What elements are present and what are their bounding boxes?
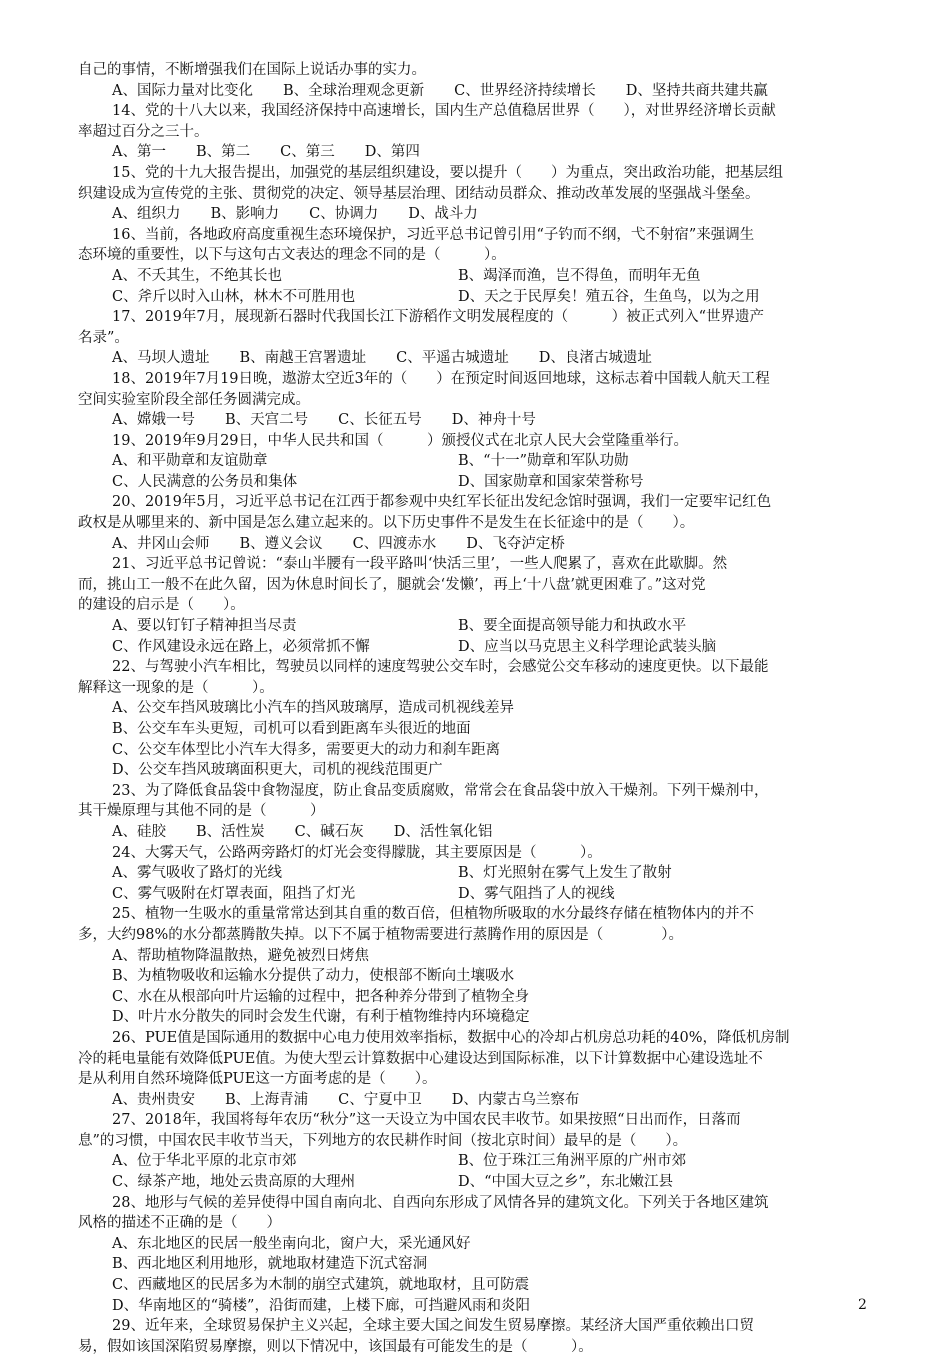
answer-option: D、雾气阻挡了人的视线: [458, 885, 615, 902]
answer-options-row: [78, 1151, 860, 1172]
answer-option: B、全球治理观念更新: [282, 82, 425, 99]
answer-option: D、华南地区的“骑楼”，沿街而建，上楼下廊，可挡避风雨和炎阳: [112, 1297, 530, 1314]
answer-option: D、飞夺泸定桥: [466, 535, 565, 552]
answer-option: A、和平勋章和友谊勋章: [112, 453, 268, 470]
answer-options-row: [78, 410, 860, 431]
answer-options-row: [78, 637, 860, 658]
answer-option: B、竭泽而渔，岂不得鱼，而明年无鱼: [458, 267, 701, 284]
question-text-continued: 织建设成为宣传党的主张、贯彻党的决定、领导基层治理、团结动员群众、推动改革发展的坚强战斗堡垒。: [78, 185, 760, 202]
answer-option: B、天宫二号: [224, 412, 309, 429]
answer-option: D、国家勋章和国家荣誉称号: [458, 473, 644, 490]
answer-option: A、嫦娥一号: [112, 412, 195, 429]
answer-option: B、“十一”勋章和军队功勋: [458, 453, 629, 470]
question-stem: 25、植物一生吸水的重量常常达到其自重的数百倍，但植物所吸取的水分最终存储在植物体内的并不: [112, 906, 754, 923]
answer-option: B、为植物吸收和运输水分提供了动力，使根部不断向土壤吸水: [112, 968, 515, 985]
answer-option: B、要全面提高领导能力和执政水平: [458, 618, 687, 635]
answer-option: A、井冈山会师: [112, 535, 210, 552]
question-text-continued: 政权是从哪里来的、新中国是怎么建立起来的。以下历史事件不是发生在长征途中的是（ ）。: [78, 515, 695, 532]
answer-options-row: [78, 266, 860, 287]
answer-options-row: [78, 451, 860, 472]
answer-options-row: [78, 348, 860, 369]
answer-option: C、雾气吸附在灯罩表面，阻挡了灯光: [112, 885, 356, 902]
question-stem: 27、2018年，我国将每年农历“秋分”这一天设立为中国农民丰收节。如果按照“日出而作，日落而: [112, 1112, 741, 1129]
answer-option: D、良渚古城遗址: [538, 350, 652, 367]
answer-option: A、硅胶: [112, 823, 166, 840]
answer-option: A、第一: [112, 144, 166, 161]
question-stem: 29、近年来，全球贸易保护主义兴起，全球主要大国之间发生贸易摩擦。某经济大国严重依赖出口贸: [112, 1318, 754, 1335]
question-stem: 19、2019年9月29日，中华人民共和国（ ）颁授仪式在北京人民大会堂隆重举行。: [112, 432, 689, 449]
answer-option: D、第四: [364, 144, 420, 161]
answer-option: C、作风建设永远在路上，必须常抓不懈: [112, 638, 370, 655]
question-text-continued: 风格的描述不正确的是（ ）: [78, 1215, 281, 1232]
answer-option: C、第三: [280, 144, 335, 161]
answer-option: A、公交车挡风玻璃比小汽车的挡风玻璃厚，造成司机视线差异: [112, 700, 514, 717]
answer-options-row: [78, 1172, 860, 1193]
answer-options-row: [78, 863, 860, 884]
question-text-continued: 息”的习惯，中国农民丰收节当天，下列地方的农民耕作时间（按北京时间）最早的是（ ）。: [78, 1132, 688, 1149]
question-stem: 14、党的十八大以来，我国经济保持中高速增长，国内生产总值稳居世界（ ），对世界经济增长贡献: [112, 103, 776, 120]
question-text-continued: 冷的耗电量能有效降低PUE值。为使大型云计算数据中心建设达到国际标准，以下计算数据中心建设选址不: [78, 1050, 763, 1067]
page-number: 2: [858, 1297, 867, 1313]
answer-options-row: [78, 142, 860, 163]
answer-option: A、国际力量对比变化: [112, 82, 253, 99]
question-list: [78, 60, 860, 1357]
question-text-continued: 态环境的重要性，以下与这句古文表达的理念不同的是（ ）。: [78, 247, 506, 264]
answer-option: D、战斗力: [408, 206, 478, 223]
answer-options-row: [78, 616, 860, 637]
answer-option: B、上海青浦: [224, 1091, 309, 1108]
question-stem: 20、2019年5月，习近平总书记在江西于都参观中央红军长征出发纪念馆时强调，我们一定要牢记红色: [112, 494, 772, 511]
question-stem: 24、大雾天气，公路两旁路灯的灯光会变得朦胧，其主要原因是（ ）。: [112, 844, 602, 861]
question-text-continued: 解释这一现象的是（ ）。: [78, 679, 274, 696]
answer-options-row: [78, 1090, 860, 1111]
answer-option: C、公交车体型比小汽车大得多，需要更大的动力和刹车距离: [112, 741, 501, 758]
answer-option: D、活性氧化铝: [393, 823, 493, 840]
answer-option: A、贵州贵安: [112, 1091, 195, 1108]
question-stem: 26、PUE值是国际通用的数据中心电力使用效率指标，数据中心的冷却占机房总功耗的40%，降低机房制: [112, 1029, 790, 1046]
answer-option: D、坚持共商共建共赢: [625, 82, 768, 99]
answer-option: C、世界经济持续增长: [454, 82, 596, 99]
question-stem: 16、当前，各地政府高度重视生态环境保护，习近平总书记曾引用“子钓而不纲，弋不射宿”来强调生: [112, 226, 755, 243]
answer-option: C、碱石灰: [294, 823, 364, 840]
question-stem: 23、为了降低食品袋中食物湿度，防止食品变质腐败，常常会在食品袋中放入干燥剂。下列干燥剂中，: [112, 782, 769, 799]
answer-options-row: [78, 822, 860, 843]
answer-option: A、雾气吸收了路灯的光线: [112, 865, 282, 882]
question-stem: 21、习近平总书记曾说：“泰山半腰有一段平路叫‘快活三里’，一些人爬累了，喜欢在此歇脚。然: [112, 556, 728, 573]
answer-option: A、不夭其生，不绝其长也: [112, 267, 282, 284]
answer-option: B、第二: [195, 144, 251, 161]
answer-option: C、水在从根部向叶片运输的过程中，把各种养分带到了植物全身: [112, 988, 530, 1005]
answer-options-row: [78, 204, 860, 225]
question-stem: 22、与驾驶小汽车相比，驾驶员以同样的速度驾驶公交车时，会感觉公交车移动的速度更快。以下最能: [112, 659, 769, 676]
answer-options-row: [78, 472, 860, 493]
answer-option: B、灯光照射在雾气上发生了散射: [458, 865, 672, 882]
answer-option: B、公交车车头更短，司机可以看到距离车头很近的地面: [112, 721, 471, 737]
answer-options-row: [78, 884, 860, 905]
answer-option: B、位于珠江三角洲平原的广州市郊: [458, 1153, 687, 1170]
question-text-continued: 多，大约98%的水分都蒸腾散失掉。以下不属于植物需要进行蒸腾作用的原因是（ ）。: [78, 926, 683, 943]
answer-options-row: [78, 287, 860, 308]
question-stem: 18、2019年7月19日晚，遨游太空近3年的（ ）在预定时间返回地球，这标志着中国载人航天工程: [112, 370, 770, 387]
answer-option: D、叶片水分散失的同时会发生代谢，有利于植物维持内环境稳定: [112, 1009, 530, 1026]
question-text-continued: 其干燥原理与其他不同的是（ ）: [78, 803, 325, 820]
answer-option: C、长征五号: [338, 412, 422, 429]
answer-option: D、应当以马克思主义科学理论武装头脑: [458, 638, 717, 655]
answer-option: B、活性炭: [195, 823, 265, 840]
question-text-continued: 而，挑山工一般不在此久留，因为休息时间长了，腿就会‘发懒’，再上‘十八盘’就更困难了。”这对党: [78, 576, 706, 593]
answer-option: C、四渡赤水: [352, 535, 437, 552]
answer-option: D、“中国大豆之乡”，东北嫩江县: [458, 1174, 673, 1191]
answer-option: C、西藏地区的民居多为木制的崩空式建筑，就地取材，且可防震: [112, 1277, 530, 1294]
answer-option: A、马坝人遗址: [112, 350, 210, 367]
question-stem: 15、党的十九大报告提出，加强党的基层组织建设，要以提升（ ）为重点，突出政治功能，把基层组: [112, 164, 783, 181]
answer-option: A、要以钉钉子精神担当尽责: [112, 618, 297, 635]
question-stem: 28、地形与气候的差异使得中国自南向北、自西向东形成了风情各异的建筑文化。下列关于各地区建筑: [112, 1194, 769, 1211]
question-stem: 17、2019年7月，展现新石器时代我国长江下游稻作文明发展程度的（ ）被正式列入“世界遗产: [112, 309, 764, 326]
question-text-continued: 易，假如该国深陷贸易摩擦，则以下情况中，该国最有可能发生的是（ ）。: [78, 1338, 593, 1355]
answer-option: A、东北地区的民居一般坐南向北，窗户大，采光通风好: [112, 1235, 471, 1252]
question-text-continued: 率超过百分之三十。: [78, 123, 209, 140]
answer-option: D、神舟十号: [451, 412, 536, 429]
answer-option: C、绿茶产地，地处云贵高原的大理州: [112, 1174, 356, 1191]
question-text-continued: 名录”。: [78, 329, 129, 346]
answer-option: B、遵义会议: [239, 535, 323, 552]
answer-option: A、位于华北平原的北京市郊: [112, 1153, 297, 1170]
answer-options-row: [78, 81, 860, 102]
question-text-continued: 自己的事情，不断增强我们在国际上说话办事的实力。: [78, 62, 426, 78]
answer-options-row: [78, 534, 860, 555]
answer-option: B、南越王宫署遗址: [239, 350, 367, 367]
answer-option: C、人民满意的公务员和集体: [112, 473, 298, 490]
answer-option: D、内蒙古乌兰察布: [451, 1091, 580, 1108]
answer-option: D、公交车挡风玻璃面积更大，司机的视线范围更广: [112, 762, 443, 779]
answer-option: C、宁夏中卫: [338, 1091, 422, 1108]
answer-option: B、影响力: [210, 206, 280, 223]
answer-option: C、平遥古城遗址: [396, 350, 509, 367]
answer-option: C、斧斤以时入山林，林木不可胜用也: [112, 288, 356, 305]
answer-option: C、协调力: [309, 206, 379, 223]
answer-option: D、天之于民厚矣！殖五谷，生鱼鸟，以为之用: [458, 288, 760, 305]
answer-option: B、西北地区利用地形，就地取材建造下沉式窑洞: [112, 1256, 428, 1273]
question-text-continued: 是从利用自然环境降低PUE这一方面考虑的是（ ）。: [78, 1071, 437, 1088]
answer-option: A、组织力: [112, 206, 181, 223]
answer-option: A、帮助植物降温散热，避免被烈日烤焦: [112, 947, 369, 964]
question-text-continued: 的建设的启示是（ ）。: [78, 597, 245, 614]
question-text-continued: 空间实验室阶段全部任务圆满完成。: [78, 391, 310, 408]
